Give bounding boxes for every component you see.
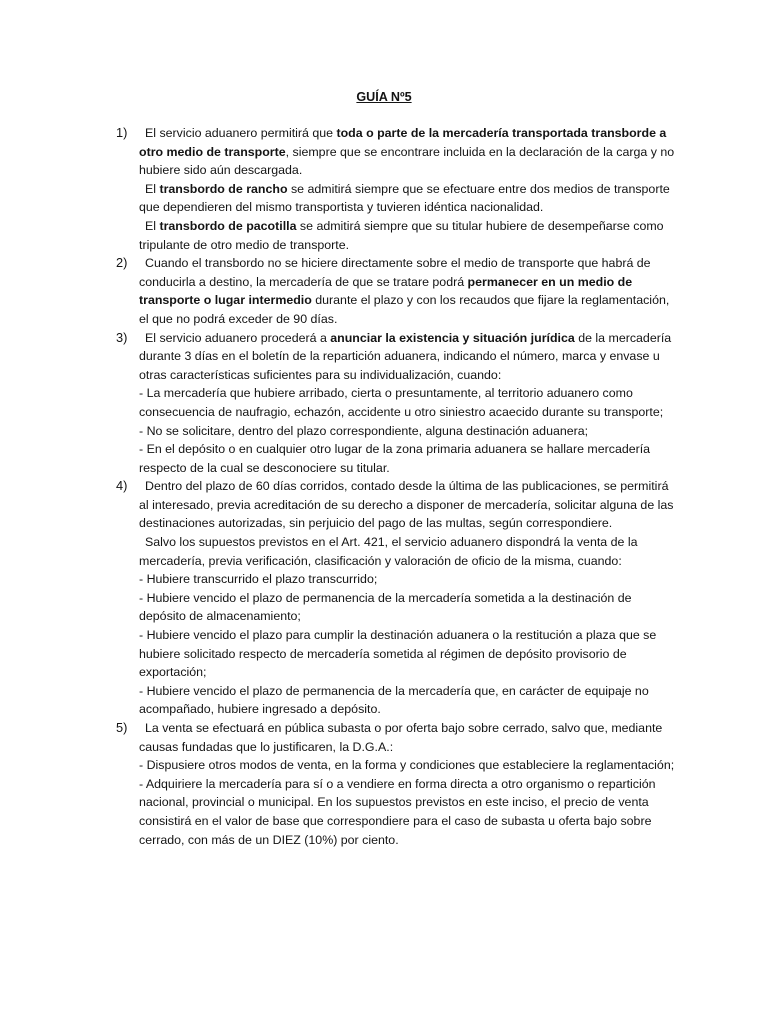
bold-text: transbordo de rancho	[159, 181, 288, 196]
bullet-line: - Adquiriere la mercadería para sí o a vendiere en forma directa a otro organismo o repartición nacional, provincial o municipal. En los supuestos previstos en este inciso, el precio de venta consistirá en el valor de base que correspondiere para el caso de subasta u oferta bajo sobre cerrado, con más de un DIEZ (10%) por ciento.	[139, 776, 656, 847]
bullet-line: - Hubiere vencido el plazo para cumplir la destinación aduanera o la restitución a plaza que se hubiere solicitado respecto de mercadería sometida al régimen de depósito provisorio de exportación;	[139, 628, 657, 680]
bullet-line: - Dispusiere otros modos de venta, en la forma y condiciones que estableciere la reglamentación;	[139, 758, 675, 773]
page-title: GUÍA Nº5	[356, 90, 412, 104]
list-item-5	[116, 719, 676, 849]
paragraph: Salvo los supuestos previstos en el Art. 421, el servicio aduanero dispondrá la venta de la mercadería, previa verificación, clasificación y valoración de oficio de la misma, cuando:	[139, 535, 638, 568]
bullet-line: - Hubiere vencido el plazo de permanencia de la mercadería sometida a la destinación de depósito de almacenamiento;	[139, 590, 632, 624]
bold-text: permanecer en un medio de transporte o lugar intermedio	[139, 274, 633, 308]
bold-text: toda o parte de la mercadería transportada transborde a otro medio de transporte	[139, 126, 667, 159]
item-number: 1)	[116, 125, 128, 140]
paragraph: El transbordo de rancho se admitirá siempre que se efectuare entre dos medios de transporte que dependieren del mismo transportista y tuvieren idéntica nacionalidad.	[139, 181, 670, 215]
bold-text: anunciar la existencia y situación jurídica	[330, 330, 575, 345]
bullet-line: - No se solicitare, dentro del plazo correspondiente, alguna destinación aduanera;	[139, 423, 589, 438]
item-number: 4)	[116, 478, 128, 494]
list-item-2	[116, 254, 676, 328]
paragraph: El transbordo de pacotilla se admitirá siempre que su titular hubiere de desempeñarse como tripulante de otro medio de transporte.	[139, 218, 664, 252]
paragraph: La venta se efectuará en pública subasta o por oferta bajo sobre cerrado, salvo que, mediante causas fundadas que lo justificaren, la D.G.A.:	[139, 721, 663, 754]
bullet-line: - En el depósito o en cualquier otro lugar de la zona primaria aduanera se hallare mercadería respecto de la cual se desconociere su titular.	[139, 442, 651, 475]
bullet-line: - La mercadería que hubiere arribado, cierta o presuntamente, al territorio aduanero como consecuencia de naufragio, echazón, accidente u otro siniestro acaecido durante su transporte;	[139, 386, 664, 419]
list-item-3	[116, 329, 676, 478]
bold-text: transbordo de pacotilla	[159, 218, 297, 233]
bullet-line: - Hubiere transcurrido el plazo transcurrido;	[139, 572, 378, 587]
paragraph: El servicio aduanero procederá a anunciar la existencia y situación jurídica de la mercadería durante 3 días en el boletín de la repartición aduanera, indicando el número, marca y envase u otras características suficientes para su individualización, cuando:	[139, 330, 672, 382]
item-number: 2)	[116, 255, 128, 271]
paragraph: Dentro del plazo de 60 días corridos, contado desde la última de las publicaciones, se permitirá al interesado, previa acreditación de su derecho a disponer de mercadería, solicitar alguna de las destinaciones autorizadas, sin perjuicio del pago de las multas, según correspondiere.	[139, 479, 674, 531]
paragraph: Cuando el transbordo no se hiciere directamente sobre el medio de transporte que habrá de conducirla a destino, la mercadería de que se tratare podrá permanecer en un medio de transporte o lugar intermedio durante el plazo y con los recaudos que fijare la reglamentación, el que no podrá exceder de 90 días.	[139, 256, 670, 326]
item-number: 5)	[116, 720, 128, 735]
bullet-line: - Hubiere vencido el plazo de permanencia de la mercadería que, en carácter de equipaje no acompañado, hubiere ingresado a depósito.	[139, 683, 649, 717]
item-number: 3)	[116, 329, 128, 345]
paragraph: El servicio aduanero permitirá que toda o parte de la mercadería transportada transborde a otro medio de transporte, siempre que se encontrare incluida en la declaración de la carga y no hubiere sido aún descargada.	[139, 126, 675, 178]
numbered-list	[116, 124, 676, 849]
list-item-4	[116, 477, 676, 719]
list-item-1	[116, 124, 676, 254]
